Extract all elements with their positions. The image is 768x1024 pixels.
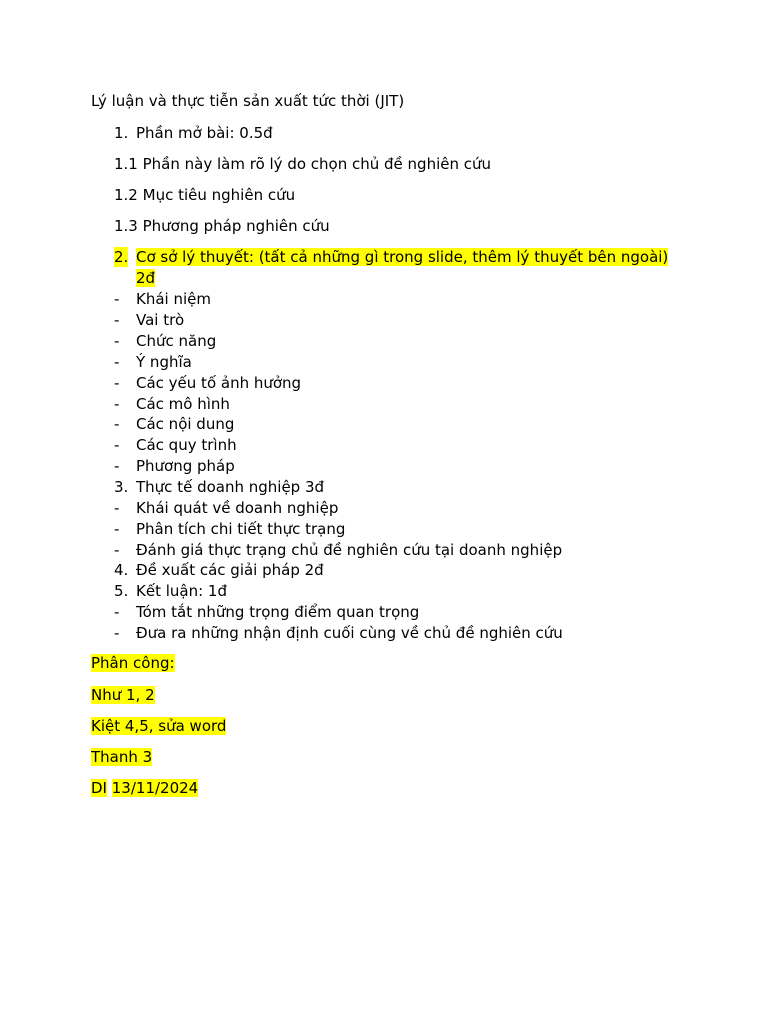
section-2-heading <box>114 247 674 289</box>
bullet-marker: - <box>114 457 120 475</box>
assignment-heading: Phân công: <box>91 654 175 672</box>
deadline-label: DI <box>91 779 107 797</box>
list-marker: 3. <box>114 478 129 496</box>
bullet-marker: - <box>114 353 120 371</box>
document-title: Lý luận và thực tiễn sản xuất tức thời (JIT) <box>91 92 405 110</box>
bullet-marker: - <box>114 624 120 642</box>
list-marker: 4. <box>114 561 129 579</box>
section-1-text: Phần mở bài: 0.5đ <box>136 124 273 142</box>
bullet-marker: - <box>114 415 120 433</box>
list-marker: 2. <box>114 248 129 266</box>
bullet-marker: - <box>114 603 120 621</box>
bullet-marker: - <box>114 374 120 392</box>
deadline-date: 13/11/2024 <box>111 779 199 797</box>
section-4-text: Đề xuất các giải pháp 2đ <box>136 561 324 579</box>
section-3-text: Thực tế doanh nghiệp 3đ <box>136 478 325 496</box>
list-marker: 1. <box>114 124 129 142</box>
section-5-text: Kết luận: 1đ <box>136 582 227 600</box>
bullet-marker: - <box>114 520 120 538</box>
section-1-item: 1.2 Mục tiêu nghiên cứu <box>114 186 296 204</box>
document-page: Lý luận và thực tiễn sản xuất tức thời (JIT) 1. Phần mở bài: 0.5đ 1.1 Phần này làm rõ lý do chọn chủ đề nghiên cứu 1.2 Mục tiêu nghiên cứu 1.3 Phương pháp nghiên cứu 2. Cơ sở lý thuyết: (tất cả những gì trong slide, thêm lý thuyết bên ngoài) 2đ - Khái niệm - Vai trò - Chức năng - Ý nghĩa - Các yếu tố ảnh hưởng - Các mô hình - Các nội dung - Các quy trình - Phương pháp 3. Thực tế doanh nghiệp 3đ - Khái quát về doanh nghiệp - Phân tích chi tiết thực trạng - Đánh giá thực trạng chủ đề nghiên cứu tại doanh nghiệp 4. Đề xuất các giải pháp 2đ 5. Kết luận: 1đ - Tóm tắt những trọng điểm quan trọng - Đưa ra những nhận định cuối cùng về chủ đề nghiên cứu Phân công: Như 1, 2 Kiệt 4,5, sửa word Thanh 3 DI 13/11/2024 <box>0 0 768 1024</box>
bullet-marker: - <box>114 499 120 517</box>
section-2-text: Cơ sở lý thuyết: (tất cả những gì trong slide, thêm lý thuyết bên ngoài) 2đ <box>136 248 669 287</box>
bullet-marker: - <box>114 541 120 559</box>
bullet-marker: - <box>114 395 120 413</box>
deadline-line <box>91 778 198 798</box>
bullet-marker: - <box>114 290 120 308</box>
section-1-item: 1.1 Phần này làm rõ lý do chọn chủ đề nghiên cứu <box>114 155 492 173</box>
assignment-line: Kiệt 4,5, sửa word <box>91 717 227 735</box>
list-marker: 5. <box>114 582 129 600</box>
bullet-marker: - <box>114 311 120 329</box>
assignment-line: Như 1, 2 <box>91 686 155 704</box>
assignment-line: Thanh 3 <box>91 748 153 766</box>
bullet-marker: - <box>114 332 120 350</box>
section-1-item: 1.3 Phương pháp nghiên cứu <box>114 217 330 235</box>
bullet-marker: - <box>114 436 120 454</box>
